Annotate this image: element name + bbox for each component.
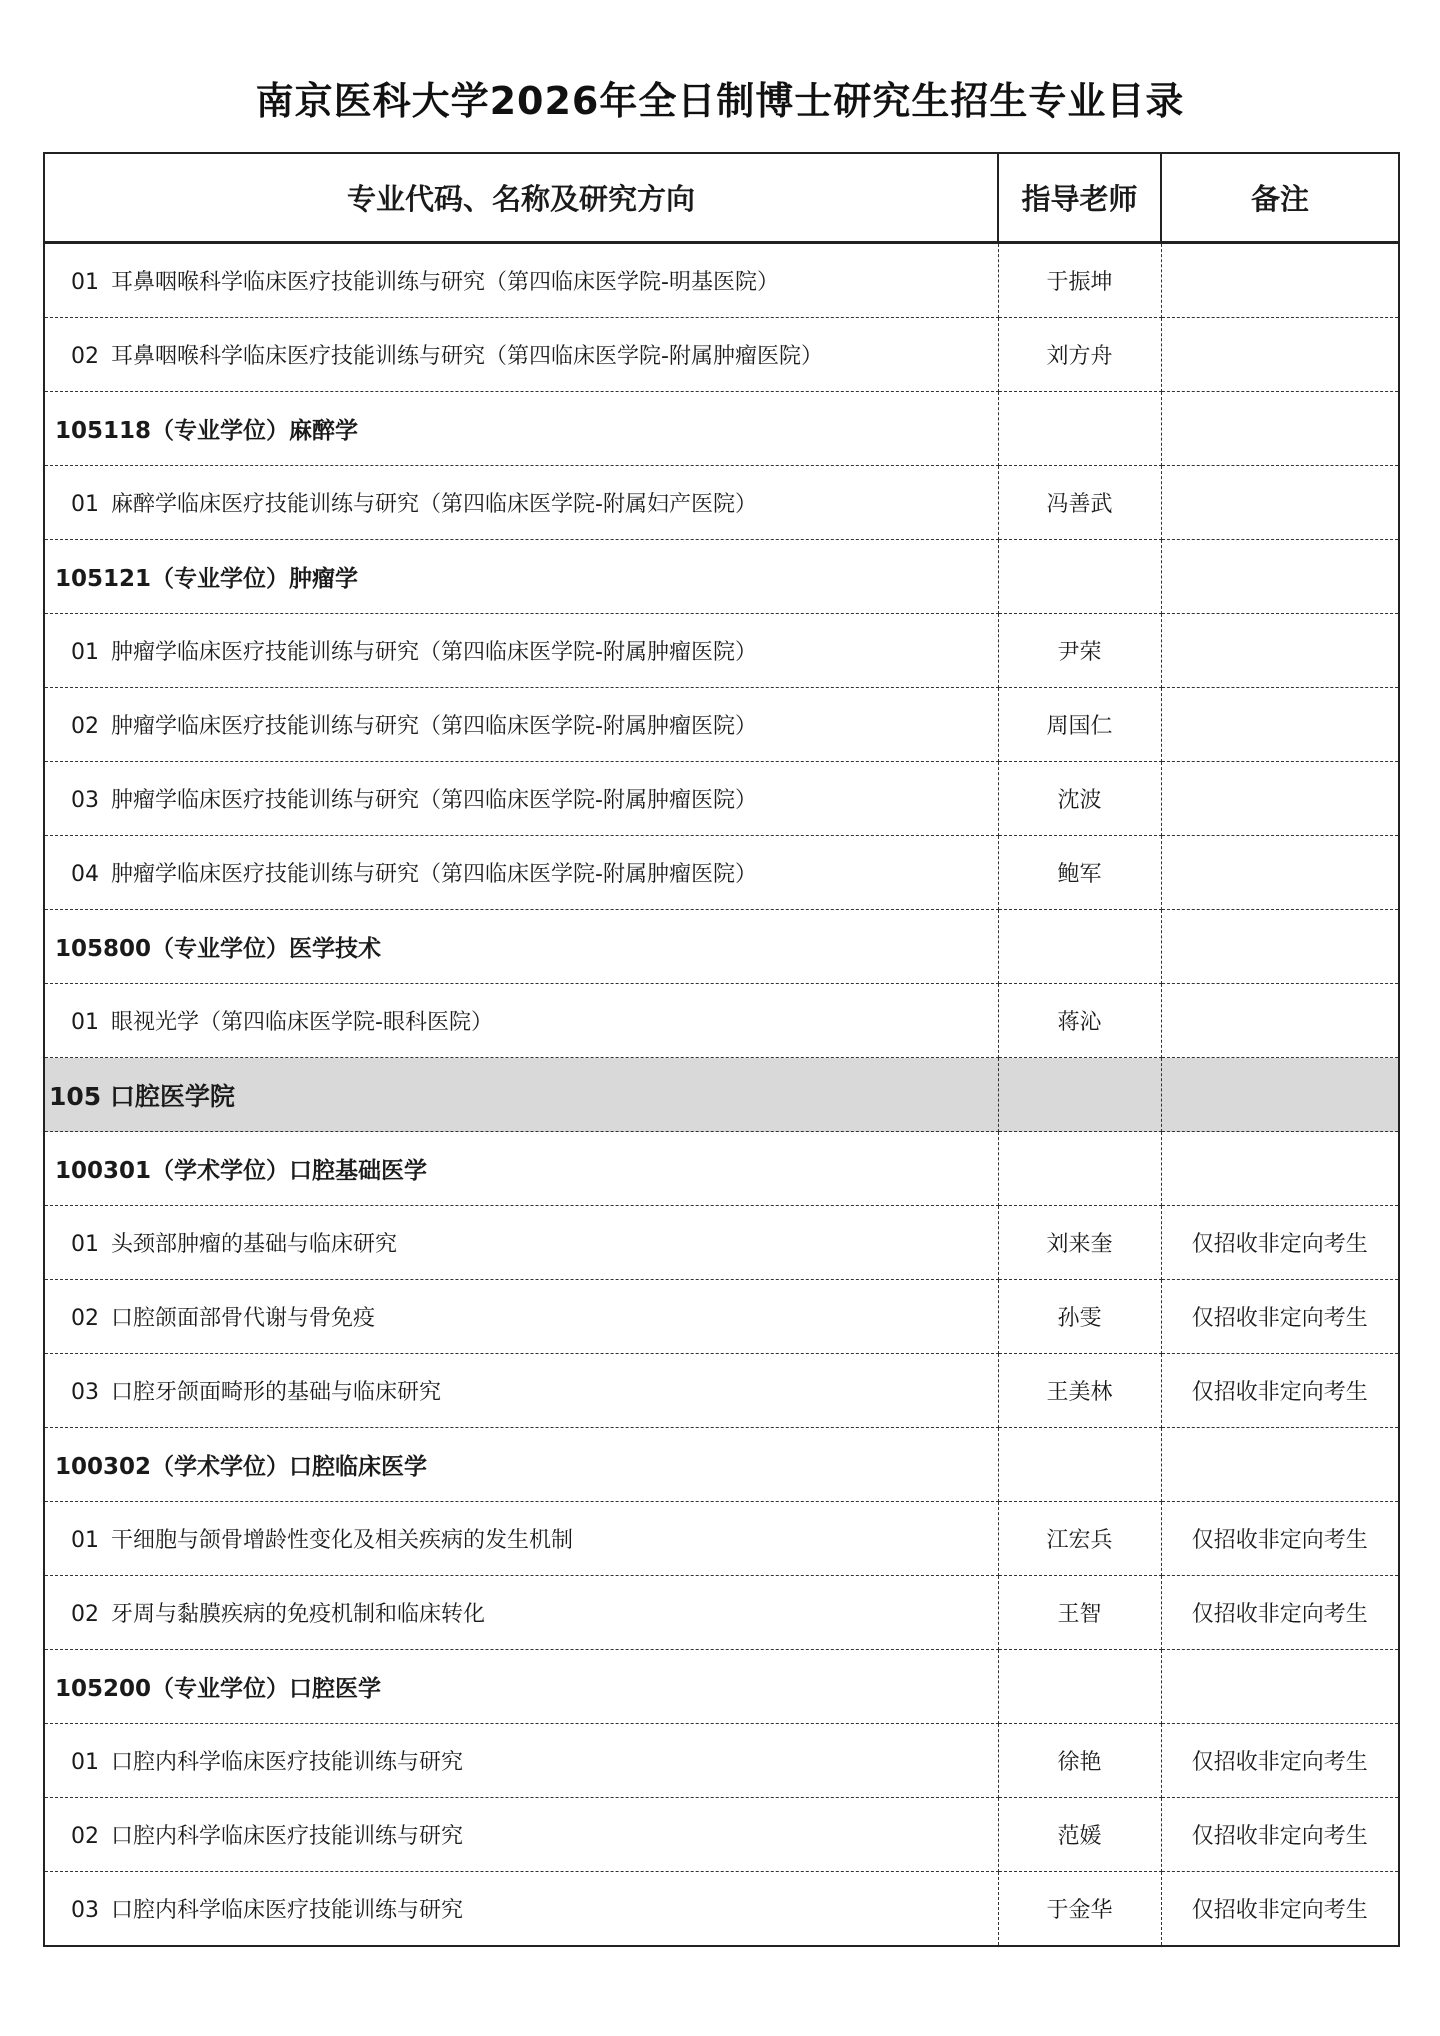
advisor-cell: 王智 xyxy=(998,1576,1161,1650)
note-cell: 仅招收非定向考生 xyxy=(1161,1872,1399,1947)
research-direction-cell xyxy=(44,1354,998,1428)
note-cell xyxy=(1161,1132,1399,1206)
note-cell xyxy=(1161,1650,1399,1724)
advisor-cell: 于振坤 xyxy=(998,243,1161,318)
table-row xyxy=(44,1724,1399,1798)
major-name-cell xyxy=(44,392,998,466)
table-row xyxy=(44,984,1399,1058)
note-cell xyxy=(1161,1428,1399,1502)
table-row xyxy=(44,1502,1399,1576)
major-name-cell xyxy=(44,1650,998,1724)
major-title: 105121（专业学位）肿瘤学 xyxy=(55,566,359,592)
research-direction-cell xyxy=(44,243,998,318)
research-direction-cell xyxy=(44,614,998,688)
direction-number: 02 xyxy=(71,714,99,739)
table-header-row xyxy=(44,153,1399,243)
major-row xyxy=(44,1428,1399,1502)
advisor-cell xyxy=(998,1132,1161,1206)
direction-number: 01 xyxy=(71,640,99,665)
direction-number: 01 xyxy=(71,492,99,517)
advisor-cell: 蒋沁 xyxy=(998,984,1161,1058)
note-cell: 仅招收非定向考生 xyxy=(1161,1280,1399,1354)
note-cell xyxy=(1161,318,1399,392)
direction-number: 01 xyxy=(71,270,99,295)
table-row xyxy=(44,1206,1399,1280)
table-row xyxy=(44,1280,1399,1354)
advisor-cell xyxy=(998,540,1161,614)
advisor-cell: 徐艳 xyxy=(998,1724,1161,1798)
note-cell xyxy=(1161,910,1399,984)
major-name-cell xyxy=(44,1132,998,1206)
table-row xyxy=(44,1576,1399,1650)
table-row xyxy=(44,466,1399,540)
note-cell xyxy=(1161,688,1399,762)
major-title: 105118（专业学位）麻醉学 xyxy=(55,418,359,444)
advisor-cell: 鲍军 xyxy=(998,836,1161,910)
direction-number: 03 xyxy=(71,1380,99,1405)
direction-number: 02 xyxy=(71,1602,99,1627)
research-direction-cell xyxy=(44,1576,998,1650)
direction-text: 口腔内科学临床医疗技能训练与研究 xyxy=(111,1898,464,1923)
note-cell: 仅招收非定向考生 xyxy=(1161,1206,1399,1280)
direction-number: 01 xyxy=(71,1528,99,1553)
advisor-cell: 王美林 xyxy=(998,1354,1161,1428)
note-cell: 仅招收非定向考生 xyxy=(1161,1724,1399,1798)
direction-number: 03 xyxy=(71,1898,99,1923)
major-name-cell xyxy=(44,1428,998,1502)
research-direction-cell xyxy=(44,466,998,540)
table-row xyxy=(44,243,1399,318)
advisor-cell: 冯善武 xyxy=(998,466,1161,540)
research-direction-cell xyxy=(44,836,998,910)
table-row xyxy=(44,1354,1399,1428)
direction-number: 02 xyxy=(71,344,99,369)
research-direction-cell xyxy=(44,1724,998,1798)
major-row xyxy=(44,910,1399,984)
advisor-cell: 刘方舟 xyxy=(998,318,1161,392)
note-cell xyxy=(1161,762,1399,836)
direction-text: 干细胞与颌骨增龄性变化及相关疾病的发生机制 xyxy=(111,1528,574,1553)
major-name-cell xyxy=(44,540,998,614)
table-row xyxy=(44,762,1399,836)
major-row xyxy=(44,1132,1399,1206)
table-row xyxy=(44,1872,1399,1947)
page-title: 南京医科大学2026年全日制博士研究生招生专业目录 xyxy=(255,79,1185,123)
direction-number: 01 xyxy=(71,1750,99,1775)
table-row xyxy=(44,614,1399,688)
note-cell: 仅招收非定向考生 xyxy=(1161,1798,1399,1872)
advisor-cell xyxy=(998,392,1161,466)
direction-text: 口腔内科学临床医疗技能训练与研究 xyxy=(111,1824,464,1849)
direction-number: 01 xyxy=(71,1232,99,1257)
direction-number: 01 xyxy=(71,1010,99,1035)
major-title: 100302（学术学位）口腔临床医学 xyxy=(55,1454,428,1480)
research-direction-cell xyxy=(44,1502,998,1576)
note-cell xyxy=(1161,392,1399,466)
note-cell: 仅招收非定向考生 xyxy=(1161,1354,1399,1428)
advisor-cell: 周国仁 xyxy=(998,688,1161,762)
program-catalog-table xyxy=(43,152,1400,1947)
advisor-cell: 沈波 xyxy=(998,762,1161,836)
research-direction-cell xyxy=(44,1798,998,1872)
table-row xyxy=(44,1798,1399,1872)
advisor-cell: 刘来奎 xyxy=(998,1206,1161,1280)
research-direction-cell xyxy=(44,1872,998,1947)
advisor-cell: 尹荣 xyxy=(998,614,1161,688)
advisor-cell: 江宏兵 xyxy=(998,1502,1161,1576)
table-row xyxy=(44,836,1399,910)
advisor-cell xyxy=(998,1058,1161,1132)
major-name-cell xyxy=(44,910,998,984)
major-row xyxy=(44,1650,1399,1724)
direction-text: 肿瘤学临床医疗技能训练与研究（第四临床医学院-附属肿瘤医院） xyxy=(111,788,757,813)
direction-text: 口腔牙颌面畸形的基础与临床研究 xyxy=(111,1380,442,1405)
direction-text: 肿瘤学临床医疗技能训练与研究（第四临床医学院-附属肿瘤医院） xyxy=(111,862,757,887)
direction-number: 04 xyxy=(71,862,99,887)
direction-text: 牙周与黏膜疾病的免疫机制和临床转化 xyxy=(111,1602,486,1627)
direction-text: 口腔颌面部骨代谢与骨免疫 xyxy=(111,1306,376,1331)
note-cell xyxy=(1161,614,1399,688)
advisor-cell: 孙雯 xyxy=(998,1280,1161,1354)
direction-number: 02 xyxy=(71,1306,99,1331)
note-cell: 仅招收非定向考生 xyxy=(1161,1502,1399,1576)
direction-text: 肿瘤学临床医疗技能训练与研究（第四临床医学院-附属肿瘤医院） xyxy=(111,640,757,665)
major-title: 105200（专业学位）口腔医学 xyxy=(55,1676,382,1702)
major-row xyxy=(44,540,1399,614)
direction-text: 眼视光学（第四临床医学院-眼科医院） xyxy=(111,1010,493,1035)
advisor-cell xyxy=(998,1428,1161,1502)
research-direction-cell xyxy=(44,1206,998,1280)
note-cell xyxy=(1161,243,1399,318)
research-direction-cell xyxy=(44,762,998,836)
table-row xyxy=(44,688,1399,762)
major-row xyxy=(44,392,1399,466)
column-header-program: 专业代码、名称及研究方向 xyxy=(44,153,998,243)
column-header-note: 备注 xyxy=(1161,153,1399,243)
advisor-cell: 范媛 xyxy=(998,1798,1161,1872)
column-header-advisor: 指导老师 xyxy=(998,153,1161,243)
major-title: 100301（学术学位）口腔基础医学 xyxy=(55,1158,428,1184)
note-cell xyxy=(1161,836,1399,910)
advisor-cell xyxy=(998,910,1161,984)
note-cell xyxy=(1161,466,1399,540)
research-direction-cell xyxy=(44,984,998,1058)
direction-text: 耳鼻咽喉科学临床医疗技能训练与研究（第四临床医学院-附属肿瘤医院） xyxy=(111,344,823,369)
direction-text: 麻醉学临床医疗技能训练与研究（第四临床医学院-附属妇产医院） xyxy=(111,492,757,517)
direction-text: 口腔内科学临床医疗技能训练与研究 xyxy=(111,1750,464,1775)
section-row xyxy=(44,1058,1399,1132)
note-cell xyxy=(1161,540,1399,614)
research-direction-cell xyxy=(44,688,998,762)
school-title: 105 口腔医学院 xyxy=(49,1081,235,1111)
school-name-cell xyxy=(44,1058,998,1132)
direction-number: 02 xyxy=(71,1824,99,1849)
direction-number: 03 xyxy=(71,788,99,813)
research-direction-cell xyxy=(44,1280,998,1354)
note-cell: 仅招收非定向考生 xyxy=(1161,1576,1399,1650)
advisor-cell: 于金华 xyxy=(998,1872,1161,1947)
research-direction-cell xyxy=(44,318,998,392)
direction-text: 肿瘤学临床医疗技能训练与研究（第四临床医学院-附属肿瘤医院） xyxy=(111,714,757,739)
direction-text: 耳鼻咽喉科学临床医疗技能训练与研究（第四临床医学院-明基医院） xyxy=(111,270,779,295)
note-cell xyxy=(1161,984,1399,1058)
major-title: 105800（专业学位）医学技术 xyxy=(55,936,382,962)
direction-text: 头颈部肿瘤的基础与临床研究 xyxy=(111,1232,398,1257)
advisor-cell xyxy=(998,1650,1161,1724)
table-body xyxy=(44,243,1399,1947)
table-row xyxy=(44,318,1399,392)
note-cell xyxy=(1161,1058,1399,1132)
